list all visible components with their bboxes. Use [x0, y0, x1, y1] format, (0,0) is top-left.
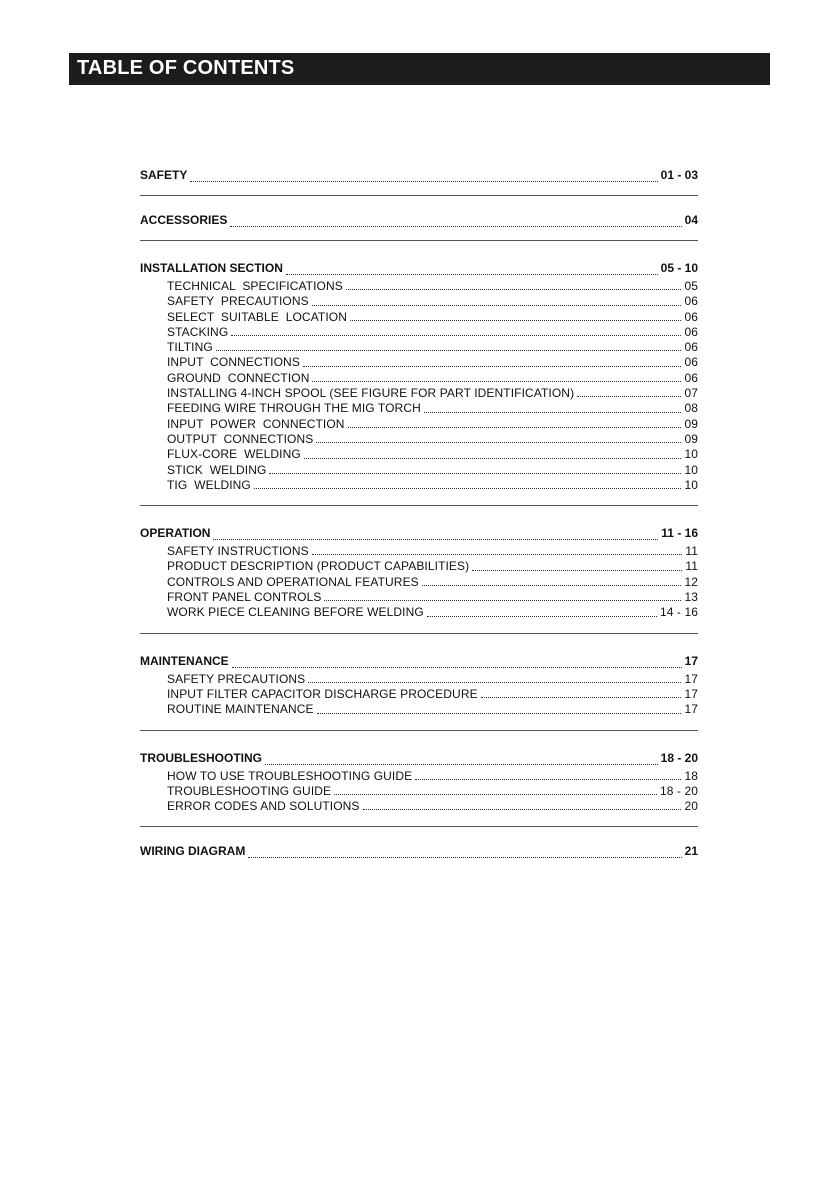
dot-leader	[324, 600, 681, 601]
dot-leader	[481, 697, 682, 698]
toc-item-page: 18 - 20	[659, 783, 698, 798]
toc-item-page: 11	[685, 559, 698, 574]
toc-item-label: ROUTINE MAINTENANCE	[167, 702, 314, 717]
dot-leader	[317, 713, 682, 714]
toc-entry-main[interactable]	[140, 213, 698, 231]
toc-section-title: INSTALLATION SECTION	[140, 261, 283, 275]
toc-item-page: 13	[684, 590, 698, 605]
toc-item-page: 17	[684, 702, 698, 717]
toc-item-label: TIG WELDING	[167, 477, 251, 492]
toc-section-title: TROUBLESHOOTING	[140, 750, 262, 765]
toc-entry-sub[interactable]	[140, 463, 698, 478]
toc-entry-sub[interactable]	[140, 371, 698, 386]
toc-entry-sub[interactable]	[140, 401, 698, 416]
dot-leader	[269, 473, 681, 474]
toc-entry-sub[interactable]	[140, 417, 698, 432]
toc-section-title: ACCESSORIES	[140, 213, 228, 227]
toc-entry-sub[interactable]	[140, 769, 698, 784]
toc-item-page: 06	[684, 355, 698, 370]
toc-section-title: MAINTENANCE	[140, 653, 229, 668]
toc-item-label: STACKING	[167, 324, 229, 339]
toc-item-page: 08	[684, 401, 698, 416]
toc-section	[140, 654, 698, 751]
toc-item-label: TECHNICAL SPECIFICATIONS	[167, 279, 343, 293]
toc-item-page: 17	[684, 686, 698, 701]
toc-section-pages: 04	[684, 213, 698, 227]
toc-entry-sub[interactable]	[140, 325, 698, 340]
dot-leader	[316, 442, 681, 443]
toc-item-page: 06	[684, 324, 698, 339]
toc-item-label: INPUT CONNECTIONS	[167, 355, 300, 370]
toc-entry-sub[interactable]	[140, 432, 698, 447]
toc-item-page: 17	[684, 671, 698, 686]
dot-leader	[415, 779, 681, 780]
toc-item-label: INPUT POWER CONNECTION	[167, 416, 345, 431]
toc-header-bar	[69, 53, 770, 85]
toc-item-page: 06	[684, 340, 698, 355]
dot-leader	[472, 570, 682, 571]
toc-item-label: SAFETY INSTRUCTIONS	[167, 544, 309, 559]
toc-entry-main[interactable]	[140, 654, 698, 672]
dot-leader	[422, 585, 682, 586]
toc-entry-main[interactable]	[140, 751, 698, 769]
toc-item-page: 11	[685, 544, 698, 559]
dot-leader	[308, 682, 681, 683]
toc-item-page: 06	[684, 294, 698, 309]
table-of-contents	[140, 168, 698, 862]
dot-leader	[334, 794, 657, 795]
toc-section	[140, 261, 698, 526]
dot-leader	[303, 366, 682, 367]
dot-leader	[312, 381, 681, 382]
dot-leader	[286, 274, 658, 275]
toc-item-label: HOW TO USE TROUBLESHOOTING GUIDE	[167, 768, 413, 783]
toc-section	[140, 751, 698, 845]
toc-entry-main[interactable]	[140, 526, 698, 544]
toc-item-label: SAFETY PRECAUTIONS	[167, 671, 306, 686]
toc-item-page: 20	[684, 799, 698, 814]
toc-section-title: WIRING DIAGRAM	[140, 844, 246, 859]
page-title: TABLE OF CONTENTS	[77, 57, 295, 79]
toc-item-label: PRODUCT DESCRIPTION (PRODUCT CAPABILITIES)	[167, 559, 470, 574]
toc-entry-sub[interactable]	[140, 294, 698, 309]
toc-item-label: WORK PIECE CLEANING BEFORE WELDING	[167, 605, 424, 620]
dot-leader	[231, 335, 681, 336]
toc-entry-sub[interactable]	[140, 702, 698, 717]
toc-item-page: 12	[684, 574, 698, 589]
toc-item-label: TILTING	[167, 340, 213, 355]
toc-item-page: 10	[684, 462, 698, 477]
dot-leader	[248, 857, 681, 858]
toc-section-pages: 05 - 10	[660, 261, 698, 275]
toc-entry-main[interactable]	[140, 844, 698, 862]
toc-entry-sub[interactable]	[140, 687, 698, 702]
toc-item-label: FRONT PANEL CONTROLS	[167, 590, 322, 605]
dot-leader	[427, 616, 657, 617]
dot-leader	[363, 809, 682, 810]
toc-section-pages: 17	[684, 653, 698, 668]
toc-entry-sub[interactable]	[140, 575, 698, 590]
toc-section	[140, 168, 698, 213]
toc-item-label: STICK WELDING	[167, 462, 267, 477]
toc-item-page: 18	[684, 768, 698, 783]
toc-entry-sub[interactable]	[140, 544, 698, 559]
toc-entry-sub[interactable]	[140, 355, 698, 370]
toc-entry-sub[interactable]	[140, 672, 698, 687]
dot-leader	[216, 350, 682, 351]
toc-entry-sub[interactable]	[140, 447, 698, 462]
dot-leader	[232, 667, 682, 668]
toc-entry-sub[interactable]	[140, 310, 698, 325]
dot-leader	[350, 320, 681, 321]
toc-item-page: 14 - 16	[659, 605, 698, 620]
toc-entry-sub[interactable]	[140, 784, 698, 799]
toc-item-page: 07	[684, 386, 698, 401]
dot-leader	[190, 181, 657, 182]
toc-entry-main[interactable]	[140, 168, 698, 186]
toc-section-pages: 18 - 20	[660, 750, 698, 765]
toc-item-label: FLUX-CORE WELDING	[167, 447, 301, 462]
toc-item-label: GROUND CONNECTION	[167, 370, 310, 385]
toc-entry-sub[interactable]	[140, 340, 698, 355]
toc-item-page: 05	[684, 279, 698, 293]
dot-leader	[577, 396, 681, 397]
toc-item-label: SAFETY PRECAUTIONS	[167, 294, 309, 309]
toc-item-page: 06	[684, 309, 698, 324]
toc-entry-sub[interactable]	[140, 799, 698, 814]
toc-entry-sub[interactable]	[140, 605, 698, 620]
toc-section-title: SAFETY	[140, 168, 188, 182]
toc-section	[140, 844, 698, 862]
dot-leader	[348, 427, 682, 428]
toc-section	[140, 213, 698, 261]
toc-item-label: TROUBLESHOOTING GUIDE	[167, 783, 332, 798]
toc-section-pages: 11 - 16	[661, 526, 698, 541]
dot-leader	[312, 305, 682, 306]
dot-leader	[230, 226, 681, 227]
toc-item-page: 09	[684, 416, 698, 431]
toc-section-title: OPERATION	[140, 526, 211, 541]
toc-entry-sub[interactable]	[140, 478, 698, 493]
dot-leader	[265, 764, 658, 765]
toc-item-page: 09	[684, 431, 698, 446]
dot-leader	[304, 458, 682, 459]
toc-item-page: 06	[684, 370, 698, 385]
toc-item-label: INSTALLING 4-INCH SPOOL (SEE FIGURE FOR PART IDENTIFICATION)	[167, 386, 575, 401]
toc-item-label: SELECT SUITABLE LOCATION	[167, 309, 347, 324]
toc-entry-sub[interactable]	[140, 386, 698, 401]
dot-leader	[312, 554, 683, 555]
dot-leader	[213, 539, 658, 540]
toc-entry-sub[interactable]	[140, 559, 698, 574]
toc-entry-sub[interactable]	[140, 279, 698, 294]
toc-item-label: INPUT FILTER CAPACITOR DISCHARGE PROCEDURE	[167, 686, 478, 701]
toc-item-label: ERROR CODES AND SOLUTIONS	[167, 799, 360, 814]
dot-leader	[424, 412, 682, 413]
toc-item-label: CONTROLS AND OPERATIONAL FEATURES	[167, 574, 419, 589]
toc-section	[140, 526, 698, 653]
toc-item-label: FEEDING WIRE THROUGH THE MIG TORCH	[167, 401, 421, 416]
toc-section-pages: 01 - 03	[660, 168, 698, 182]
toc-entry-main[interactable]	[140, 261, 698, 279]
dot-leader	[346, 289, 682, 290]
toc-item-page: 10	[684, 477, 698, 492]
dot-leader	[254, 488, 682, 489]
toc-item-page: 10	[684, 447, 698, 462]
toc-section-pages: 21	[684, 844, 698, 859]
toc-entry-sub[interactable]	[140, 590, 698, 605]
toc-item-label: OUTPUT CONNECTIONS	[167, 431, 314, 446]
